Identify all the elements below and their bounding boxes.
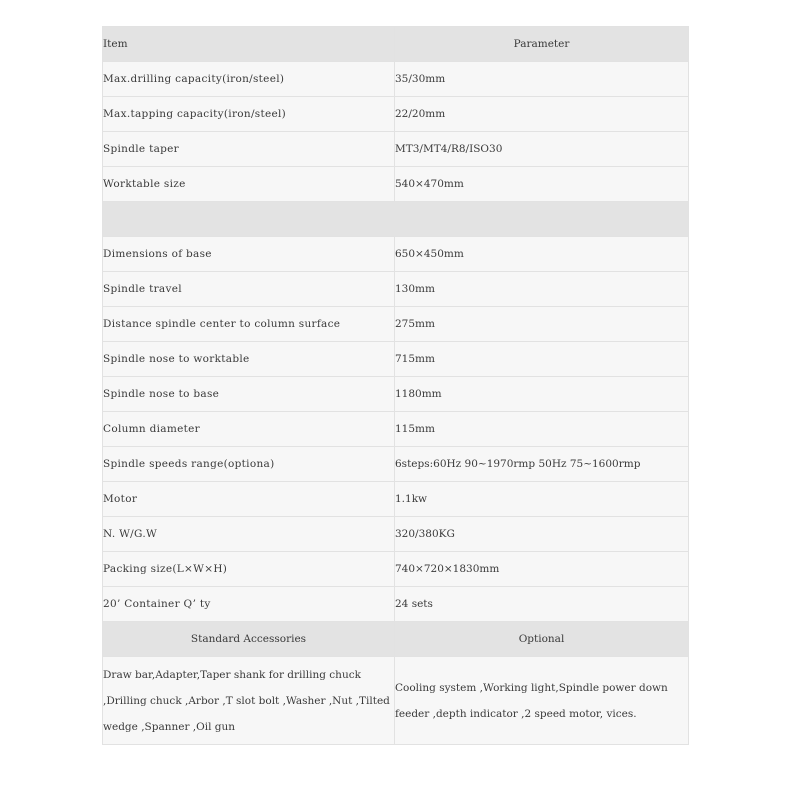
row-value: MT3/MT4/R8/ISO30 (395, 132, 689, 167)
row-label: Spindle travel (103, 272, 395, 307)
header-parameter: Parameter (395, 27, 689, 62)
optional-title: Optional (395, 622, 689, 657)
row-label: Dimensions of base (103, 237, 395, 272)
section-divider (103, 202, 689, 237)
accessories-header-row (103, 622, 689, 657)
row-label: Max.drilling capacity(iron/steel) (103, 62, 395, 97)
table-row (103, 237, 689, 272)
row-label: Worktable size (103, 167, 395, 202)
header-item: Item (103, 27, 395, 62)
table-row (103, 272, 689, 307)
row-label: Column diameter (103, 412, 395, 447)
row-label: Distance spindle center to column surface (103, 307, 395, 342)
table-row (103, 482, 689, 517)
row-value: 1180mm (395, 377, 689, 412)
row-label: Spindle taper (103, 132, 395, 167)
row-value: 35/30mm (395, 62, 689, 97)
optional-text: Cooling system ,Working light,Spindle power down feeder ,depth indicator ,2 speed motor, vices. (395, 657, 689, 745)
row-label: Spindle nose to worktable (103, 342, 395, 377)
row-value: 275mm (395, 307, 689, 342)
header-row (103, 27, 689, 62)
accessories-row (103, 657, 689, 745)
row-label: N. W/G.W (103, 517, 395, 552)
row-value: 715mm (395, 342, 689, 377)
table-row (103, 167, 689, 202)
row-value: 130mm (395, 272, 689, 307)
standard-accessories-title: Standard Accessories (103, 622, 395, 657)
table-row (103, 132, 689, 167)
row-value: 24 sets (395, 587, 689, 622)
table-row (103, 587, 689, 622)
row-label: Motor (103, 482, 395, 517)
row-label: Spindle speeds range(optiona) (103, 447, 395, 482)
row-value: 540×470mm (395, 167, 689, 202)
row-value: 6steps:60Hz 90~1970rmp 50Hz 75~1600rmp (395, 447, 689, 482)
row-label: Spindle nose to base (103, 377, 395, 412)
table-row (103, 447, 689, 482)
table-row (103, 342, 689, 377)
row-value: 22/20mm (395, 97, 689, 132)
table-row (103, 97, 689, 132)
table-row (103, 517, 689, 552)
standard-accessories-text: Draw bar,Adapter,Taper shank for drilling chuck ,Drilling chuck ,Arbor ,T slot bolt ,Washer ,Nut ,Tilted wedge ,Spanner ,Oil gun (103, 657, 395, 745)
spec-table (102, 26, 689, 745)
row-value: 320/380KG (395, 517, 689, 552)
table-row (103, 62, 689, 97)
table-row (103, 552, 689, 587)
row-label: Max.tapping capacity(iron/steel) (103, 97, 395, 132)
table-row (103, 377, 689, 412)
row-label: 20’ Container Q’ ty (103, 587, 395, 622)
row-value: 115mm (395, 412, 689, 447)
row-value: 650×450mm (395, 237, 689, 272)
table-row (103, 412, 689, 447)
row-value: 1.1kw (395, 482, 689, 517)
table-row (103, 307, 689, 342)
section-divider-row (103, 202, 689, 237)
row-label: Packing size(L×W×H) (103, 552, 395, 587)
row-value: 740×720×1830mm (395, 552, 689, 587)
